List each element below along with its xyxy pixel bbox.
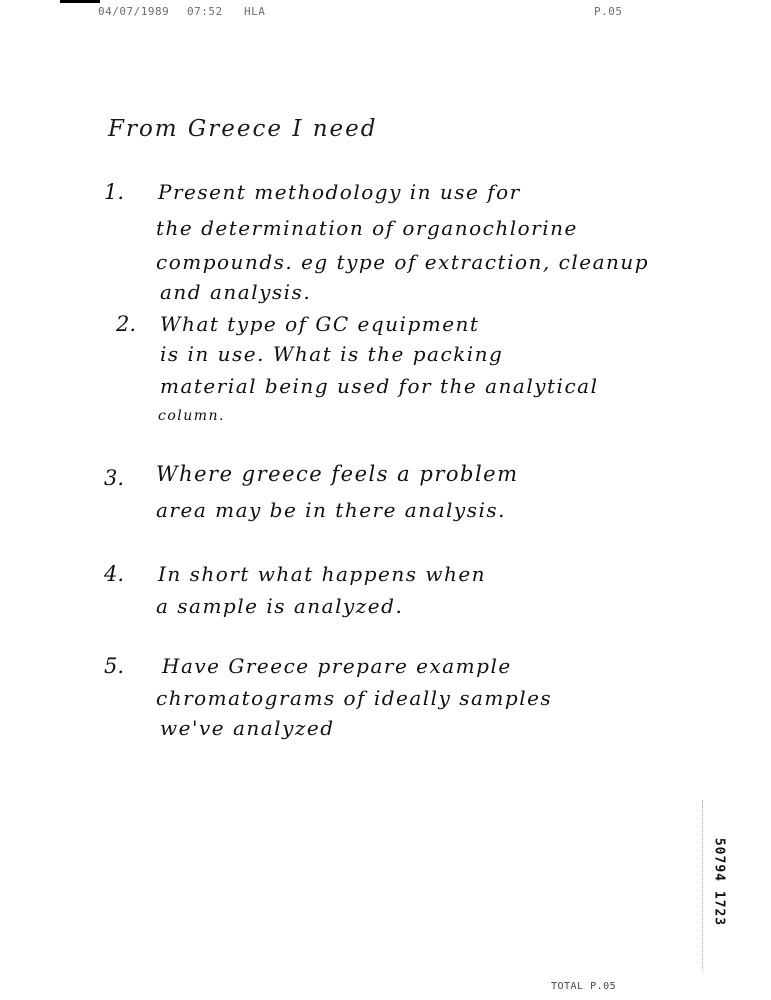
item-line: we've analyzed (160, 716, 335, 740)
item-line: material being used for the analytical (160, 374, 599, 398)
item-number: 3. (104, 466, 125, 490)
item-line: In short what happens when (158, 562, 487, 586)
item-number: 4. (104, 562, 125, 586)
item-number: 1. (104, 180, 125, 204)
item-number: 2. (116, 312, 137, 336)
fax-time: 07:52 (187, 5, 223, 18)
fax-footer-total: TOTAL P.05 (551, 981, 617, 992)
item-line: column. (158, 408, 226, 424)
bates-stamp (708, 832, 730, 932)
bates-number: 50794 1723 (711, 837, 727, 927)
item-line: Present methodology in use for (158, 180, 521, 204)
item-line: compounds. eg type of extraction, cleanup (156, 250, 650, 274)
fax-date: 04/07/1989 (98, 5, 170, 18)
item-line: What type of GC equipment (160, 312, 480, 336)
item-line: Have Greece prepare example (162, 654, 512, 678)
note-heading: From Greece I need (108, 116, 378, 142)
item-number: 5. (104, 654, 125, 678)
item-line: Where greece feels a problem (156, 462, 519, 486)
item-line: is in use. What is the packing (160, 342, 504, 366)
fax-edge-mark (60, 0, 100, 3)
item-line: area may be in there analysis. (156, 498, 506, 522)
item-line: the determination of organochlorine (156, 216, 578, 240)
stamp-divider (702, 800, 704, 970)
fax-page-number: P.05 (594, 5, 623, 18)
fax-sender: HLA (244, 5, 266, 18)
item-line: a sample is analyzed. (156, 594, 404, 618)
item-line: and analysis. (160, 280, 312, 304)
item-line: chromatograms of ideally samples (156, 686, 553, 710)
